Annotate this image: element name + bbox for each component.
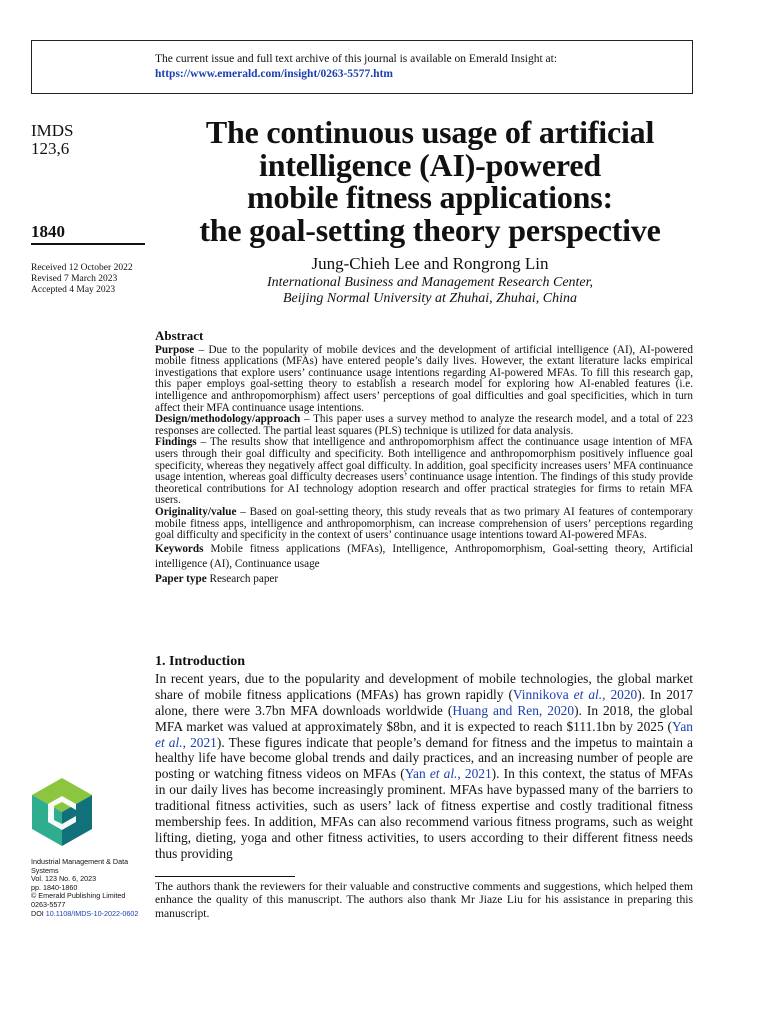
title-line: the goal-setting theory perspective <box>199 211 661 248</box>
paper-type-label: Paper type <box>155 572 207 585</box>
body-text: ). In this context, the status of MFAs in our daily lives has become increasingly prominent. MFAs have bypassed many of the barriers to traditional fitness activities, such as users’ lack of fitness expertise and costly traditional fitness membership fees. In addition, MFAs can also recommend various fitness programs, such as weight lifting, dieting, yoga and other fitness activities, to users according to their different fitness needs thus providing <box>155 766 693 861</box>
journal-citation <box>31 122 74 158</box>
journal-publication-info <box>31 858 146 918</box>
acknowledgement-footnote: The authors thank the reviewers for their valuable and constructive comments and suggestions, which helped them enhance the quality of this manuscript. The authors also thank Mr Jiaze Liu for his assistance in preparing this manuscript. <box>155 880 693 920</box>
body-text: ). These figures indicate that people’s demand for fitness and the impetus to maintain a healthy life have become global trends and daily practices, and an increasing number of people are posting or watching fitness videos on MFAs ( <box>155 734 693 782</box>
accepted-date: Accepted 4 May 2023 <box>31 285 116 295</box>
page-number-rule <box>31 243 145 245</box>
affiliation <box>150 275 710 307</box>
design-label: Design/methodology/approach <box>155 413 301 426</box>
purpose-text: – Due to the popularity of mobile devices and the development of artificial intelligence (AI), AI-powered mobile fitness applications (MFAs) have entered people’s daily lives. However, the extant literature lacks empirical investigations that explore users’ continuance usage intentions regarding AI-powered MFAs. To fill this research gap, this paper employs goal-setting theory to establish a research model for exploring how AI-enabled features (i.e. intelligence and anthropomorphism) affect users’ perceptions of goal difficulties and goal specificities, which in turn affect their MFA continuance usage intentions. <box>155 343 693 414</box>
keywords-text: Mobile fitness applications (MFAs), Intelligence, Anthropomorphism, Goal-setting theory, Artificial intelligence (AI), Continuance usage <box>155 542 693 570</box>
introduction-heading: 1. Introduction <box>155 654 245 669</box>
journal-banner <box>31 40 693 94</box>
footnote-divider <box>155 876 295 877</box>
volume-issue: 123,6 <box>31 139 70 158</box>
doi-label: DOI <box>31 908 44 918</box>
abstract-section <box>155 330 693 587</box>
banner-text <box>155 52 557 82</box>
abstract-design <box>155 414 693 437</box>
design-text: – This paper uses a survey method to analyze the research model, and a total of 223 responses are collected. The partial least squares (PLS) technique is utilized for data analysis. <box>155 413 693 437</box>
citation-link[interactable]: Vinnikova et al., 2020 <box>512 686 638 702</box>
body-text: In recent years, due to the popularity and development of mobile technologies, the global market share of mobile fitness applications (MFAs) has grown rapidly ( <box>155 670 693 702</box>
doi <box>31 910 146 919</box>
page-range: pp. 1840-1860 <box>31 882 78 892</box>
revised-date: Revised 7 March 2023 <box>31 274 118 284</box>
originality-label: Originality/value <box>155 505 237 518</box>
publisher: © Emerald Publishing Limited <box>31 891 126 901</box>
journal-abbrev: IMDS <box>31 121 74 140</box>
body-text: ). In 2017 alone, there were 3.7bn MFA downloads worldwide ( <box>155 686 693 718</box>
affiliation-line: Beijing Normal University at Zhuhai, Zhuhai, China <box>282 291 577 306</box>
purpose-label: Purpose <box>155 343 195 356</box>
abstract-findings <box>155 437 693 507</box>
paper-type-text: Research paper <box>206 572 279 585</box>
received-date: Received 12 October 2022 <box>31 263 133 273</box>
abstract-purpose <box>155 345 693 415</box>
emerald-logo-icon <box>32 778 92 846</box>
title-line: intelligence (AI)-powered <box>259 146 601 183</box>
doi-link[interactable]: 10.1108/IMDS-10-2022-0602 <box>45 908 139 918</box>
abstract-originality <box>155 507 693 542</box>
originality-text: – Based on goal-setting theory, this study reveals that as two primary AI features of contemporary mobile fitness apps, intelligence and anthropomorphism, can increase comprehension of users’ perceptions regarding goal difficulty and specificity in the context of users’ continuance usage intentions toward AI-powered MFAs. <box>155 505 693 542</box>
title-line: The continuous usage of artificial <box>205 114 655 150</box>
submission-dates <box>31 263 133 296</box>
authors: Jung-Chieh Lee and Rongrong Lin <box>311 254 549 273</box>
introduction-paragraph <box>155 671 693 862</box>
keywords <box>155 542 693 572</box>
journal-archive-link[interactable]: https://www.emerald.com/insight/0263-5577.htm <box>155 68 393 80</box>
banner-availability-text: The current issue and full text archive of this journal is available on Emerald Insight at: <box>155 53 558 65</box>
title-line: mobile fitness applications: <box>247 179 613 215</box>
issn: 0263-5577 <box>31 899 66 909</box>
affiliation-line: International Business and Management Research Center, <box>266 275 594 290</box>
journal-name: Industrial Management & Data Systems <box>31 857 129 875</box>
body-text: ). In 2018, the global MFA market was valued at approximately $8bn, and it is expected to reach $111.1bn by 2025 ( <box>155 702 693 734</box>
citation-link[interactable]: Yan et al., 2021 <box>404 766 492 782</box>
findings-label: Findings <box>155 436 197 449</box>
citation-link[interactable]: Yan et al., 2021 <box>155 718 693 750</box>
abstract-heading: Abstract <box>155 328 204 343</box>
keywords-label: Keywords <box>155 542 204 555</box>
page-number: 1840 <box>31 222 65 241</box>
paper-type <box>155 572 693 587</box>
article-title <box>150 116 710 246</box>
introduction-section <box>155 654 693 862</box>
findings-text: – The results show that intelligence and anthropomorphism affect the continuance usage intention of MFA users through their goal difficulty and specificity. Both intelligence and anthropomorphism positively influence goal specificity, whereas they negatively affect goal difficulty. In addition, goal specificity increases users’ MFA continuance usage intention, whereas goal difficulty decreases users’ continuance usage intention. The findings of this study provide theoretical contributions for AI technology adoption research and offer practical strategies for firms to retain MFA users. <box>155 436 693 507</box>
volume-info: Vol. 123 No. 6, 2023 <box>31 874 97 884</box>
citation-link[interactable]: Huang and Ren, 2020 <box>452 702 575 718</box>
